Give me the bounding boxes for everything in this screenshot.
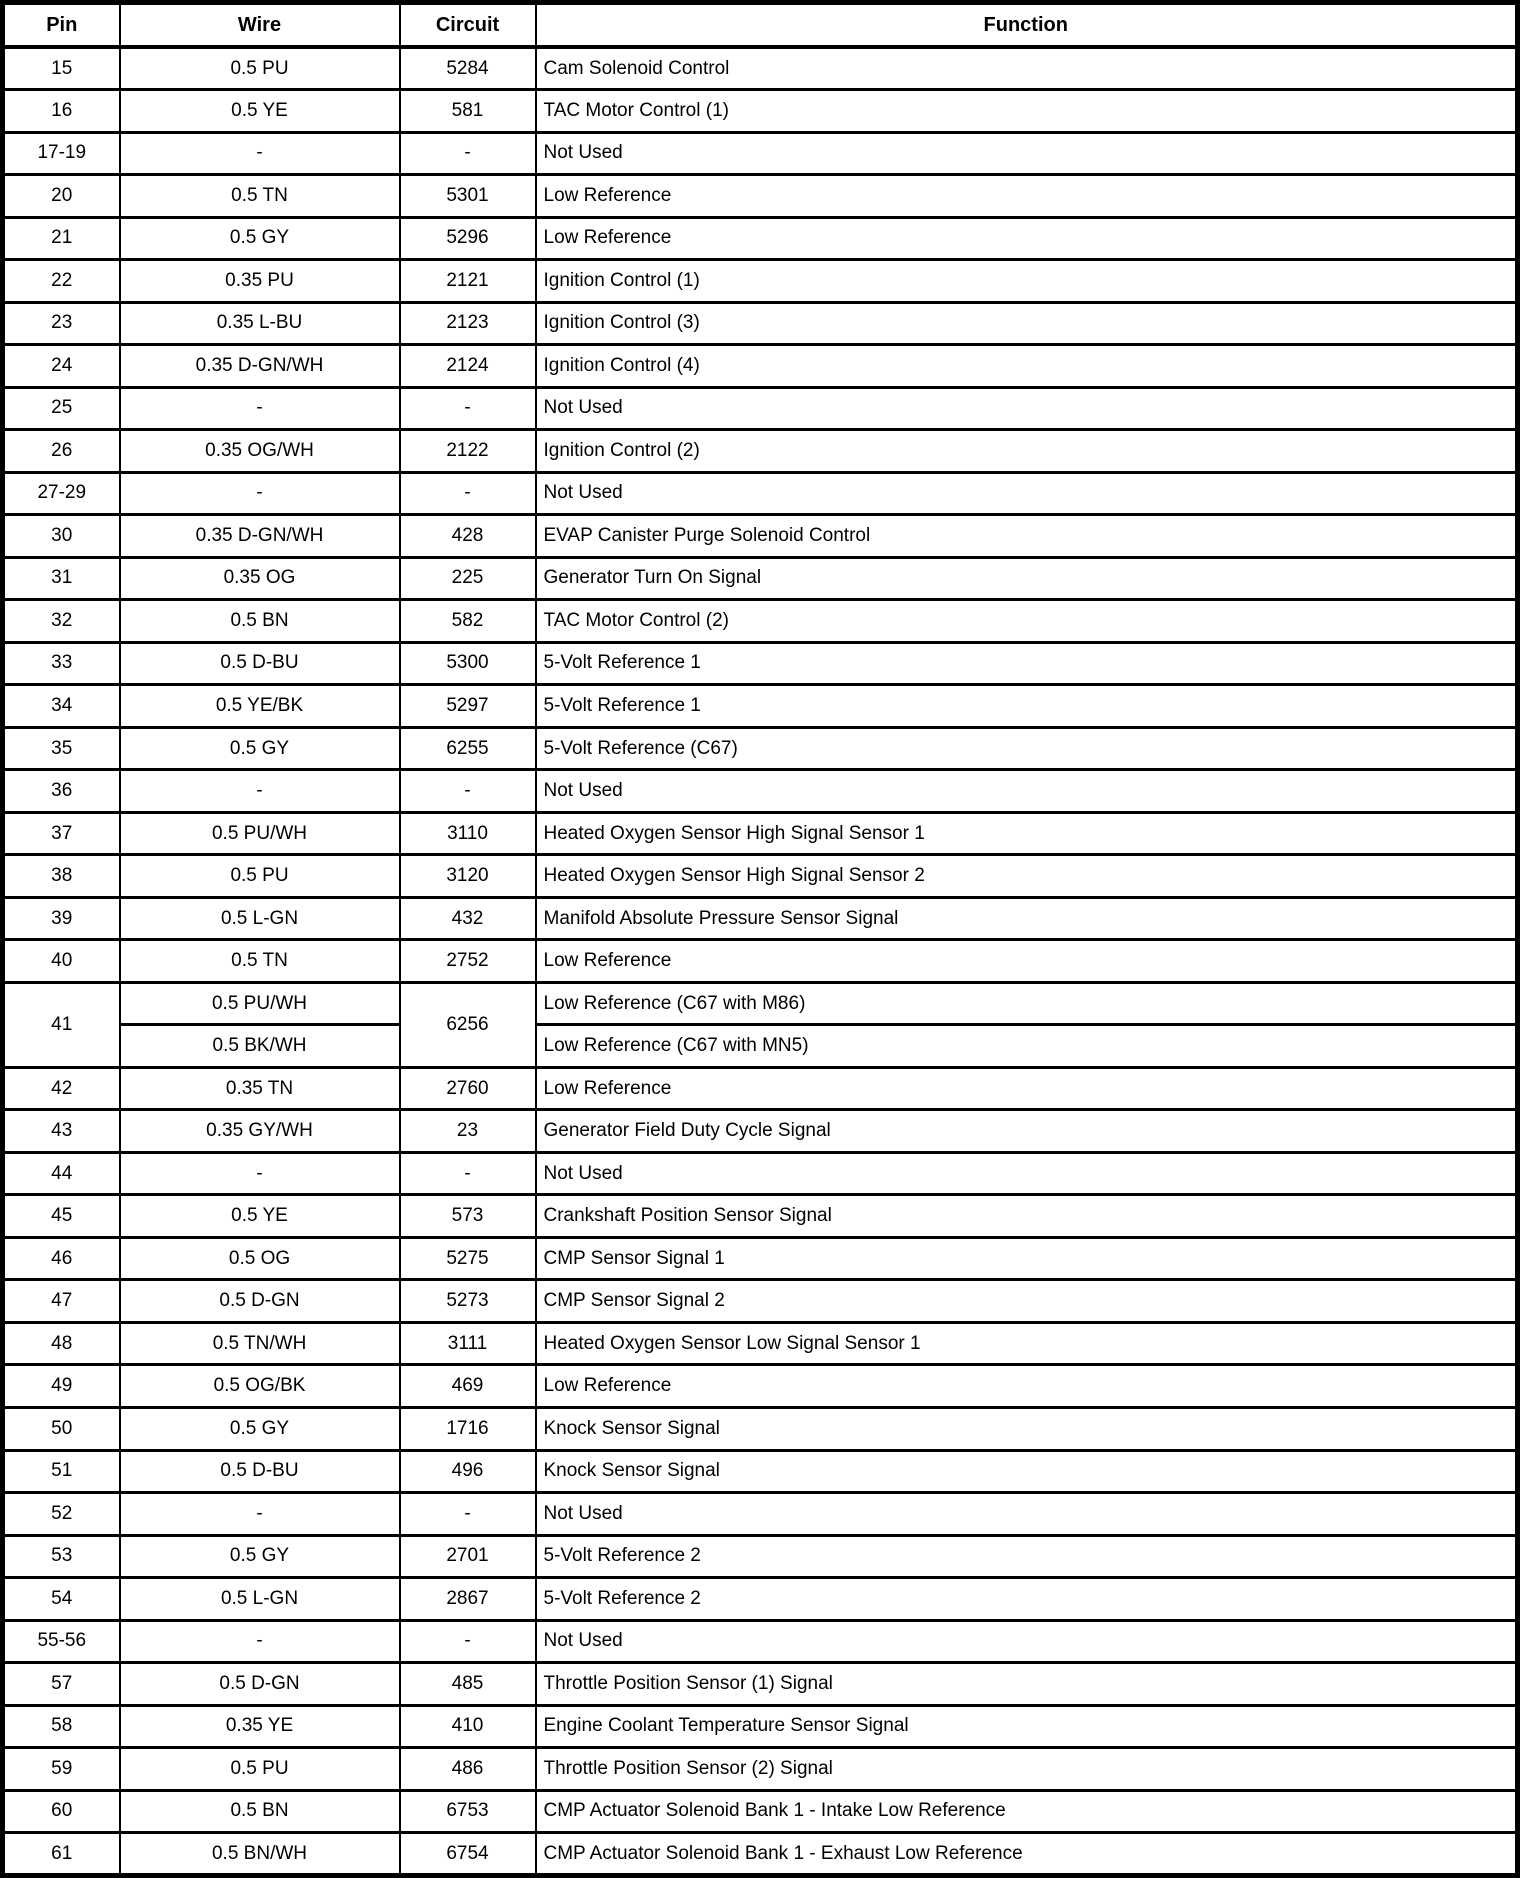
pin-cell: 51: [3, 1450, 120, 1493]
circuit-cell: 6754: [400, 1833, 536, 1876]
column-header-circuit: Circuit: [400, 3, 536, 48]
table-row: [3, 770, 1518, 813]
pin-cell: 23: [3, 302, 120, 345]
pin-cell: 46: [3, 1237, 120, 1280]
function-cell: 5-Volt Reference 2: [536, 1535, 1518, 1578]
pin-cell: 43: [3, 1110, 120, 1153]
wire-cell: 0.35 D-GN/WH: [120, 345, 400, 388]
pin-cell: 20: [3, 175, 120, 218]
circuit-cell: 2123: [400, 302, 536, 345]
table-row: [3, 1790, 1518, 1833]
circuit-cell: -: [400, 770, 536, 813]
circuit-cell: 2752: [400, 940, 536, 983]
function-cell: CMP Sensor Signal 2: [536, 1280, 1518, 1323]
wire-cell: 0.35 TN: [120, 1067, 400, 1110]
wire-cell: 0.35 OG/WH: [120, 430, 400, 473]
function-cell: Low Reference (C67 with MN5): [536, 1025, 1518, 1068]
function-cell: Not Used: [536, 472, 1518, 515]
circuit-cell: 1716: [400, 1408, 536, 1451]
function-cell: Crankshaft Position Sensor Signal: [536, 1195, 1518, 1238]
table-row: [3, 1748, 1518, 1791]
function-cell: TAC Motor Control (1): [536, 90, 1518, 133]
table-row-41b: [3, 1025, 1518, 1068]
function-cell: 5-Volt Reference 1: [536, 685, 1518, 728]
table-row: [3, 1535, 1518, 1578]
wire-cell: 0.5 GY: [120, 1535, 400, 1578]
pin-cell: 50: [3, 1408, 120, 1451]
function-cell: CMP Actuator Solenoid Bank 1 - Exhaust Low Reference: [536, 1833, 1518, 1876]
circuit-cell: 5297: [400, 685, 536, 728]
function-cell: Not Used: [536, 1493, 1518, 1536]
pin-cell: 32: [3, 600, 120, 643]
pin-cell: 38: [3, 855, 120, 898]
function-cell: Low Reference: [536, 175, 1518, 218]
circuit-cell: -: [400, 132, 536, 175]
circuit-cell: 2124: [400, 345, 536, 388]
pin-cell: 48: [3, 1322, 120, 1365]
pin-cell: 16: [3, 90, 120, 133]
wire-cell: 0.5 GY: [120, 217, 400, 260]
pin-cell: 27-29: [3, 472, 120, 515]
table-row: [3, 727, 1518, 770]
circuit-cell: 6753: [400, 1790, 536, 1833]
table-row: [3, 897, 1518, 940]
circuit-cell: 486: [400, 1748, 536, 1791]
circuit-cell: 2760: [400, 1067, 536, 1110]
wire-cell: -: [120, 1152, 400, 1195]
pin-cell: 49: [3, 1365, 120, 1408]
function-cell: Low Reference: [536, 1365, 1518, 1408]
table-row: [3, 1493, 1518, 1536]
wire-cell: 0.5 OG/BK: [120, 1365, 400, 1408]
circuit-cell: 6256: [400, 982, 536, 1067]
pin-cell: 52: [3, 1493, 120, 1536]
table-row: [3, 90, 1518, 133]
function-cell: Cam Solenoid Control: [536, 47, 1518, 90]
function-cell: CMP Sensor Signal 1: [536, 1237, 1518, 1280]
pin-cell: 31: [3, 557, 120, 600]
circuit-cell: 410: [400, 1705, 536, 1748]
table-row-41a: [3, 982, 1518, 1025]
circuit-cell: 573: [400, 1195, 536, 1238]
circuit-cell: 3110: [400, 812, 536, 855]
pin-cell: 42: [3, 1067, 120, 1110]
wire-cell: 0.5 L-GN: [120, 897, 400, 940]
circuit-cell: 581: [400, 90, 536, 133]
pin-cell: 61: [3, 1833, 120, 1876]
wire-cell: 0.5 YE: [120, 1195, 400, 1238]
function-cell: Generator Turn On Signal: [536, 557, 1518, 600]
table-row: [3, 1578, 1518, 1621]
pin-cell: 33: [3, 642, 120, 685]
function-cell: TAC Motor Control (2): [536, 600, 1518, 643]
function-cell: Throttle Position Sensor (2) Signal: [536, 1748, 1518, 1791]
circuit-cell: 2701: [400, 1535, 536, 1578]
table-row: [3, 1195, 1518, 1238]
column-header-function: Function: [536, 3, 1518, 48]
circuit-cell: -: [400, 387, 536, 430]
circuit-cell: 5296: [400, 217, 536, 260]
table-row: [3, 812, 1518, 855]
wire-cell: 0.5 YE/BK: [120, 685, 400, 728]
pin-cell: 30: [3, 515, 120, 558]
table-row: [3, 430, 1518, 473]
function-cell: Not Used: [536, 1152, 1518, 1195]
function-cell: CMP Actuator Solenoid Bank 1 - Intake Low Reference: [536, 1790, 1518, 1833]
circuit-cell: 469: [400, 1365, 536, 1408]
function-cell: Knock Sensor Signal: [536, 1408, 1518, 1451]
wire-cell: 0.35 OG: [120, 557, 400, 600]
table-row: [3, 1833, 1518, 1876]
circuit-cell: 485: [400, 1663, 536, 1706]
function-cell: EVAP Canister Purge Solenoid Control: [536, 515, 1518, 558]
table-row: [3, 47, 1518, 90]
pin-cell: 21: [3, 217, 120, 260]
table-row: [3, 1152, 1518, 1195]
table-row: [3, 217, 1518, 260]
circuit-cell: 6255: [400, 727, 536, 770]
function-cell: Not Used: [536, 770, 1518, 813]
function-cell: Heated Oxygen Sensor Low Signal Sensor 1: [536, 1322, 1518, 1365]
circuit-cell: 432: [400, 897, 536, 940]
pin-cell: 55-56: [3, 1620, 120, 1663]
table-row: [3, 685, 1518, 728]
table-row: [3, 940, 1518, 983]
pin-cell: 53: [3, 1535, 120, 1578]
wire-cell: 0.5 PU: [120, 1748, 400, 1791]
table-row: [3, 1110, 1518, 1153]
function-cell: Low Reference: [536, 217, 1518, 260]
function-cell: Ignition Control (3): [536, 302, 1518, 345]
wire-cell: 0.5 PU/WH: [120, 812, 400, 855]
wire-cell: 0.5 YE: [120, 90, 400, 133]
table-row: [3, 1450, 1518, 1493]
wire-cell: 0.35 GY/WH: [120, 1110, 400, 1153]
circuit-cell: 225: [400, 557, 536, 600]
wire-cell: 0.5 TN: [120, 940, 400, 983]
circuit-cell: 428: [400, 515, 536, 558]
function-cell: 5-Volt Reference 1: [536, 642, 1518, 685]
function-cell: 5-Volt Reference 2: [536, 1578, 1518, 1621]
table-row: [3, 1237, 1518, 1280]
function-cell: Knock Sensor Signal: [536, 1450, 1518, 1493]
pin-cell: 15: [3, 47, 120, 90]
wire-cell: 0.5 TN: [120, 175, 400, 218]
wire-cell: 0.35 L-BU: [120, 302, 400, 345]
column-header-pin: Pin: [3, 3, 120, 48]
function-cell: Heated Oxygen Sensor High Signal Sensor 2: [536, 855, 1518, 898]
wire-cell: -: [120, 1493, 400, 1536]
pin-cell: 26: [3, 430, 120, 473]
pin-cell: 17-19: [3, 132, 120, 175]
table-row: [3, 472, 1518, 515]
pin-cell: 47: [3, 1280, 120, 1323]
wire-cell: -: [120, 472, 400, 515]
table-row: [3, 1663, 1518, 1706]
table-row: [3, 175, 1518, 218]
pin-cell: 39: [3, 897, 120, 940]
table-row: [3, 1620, 1518, 1663]
circuit-cell: 582: [400, 600, 536, 643]
wire-cell: 0.5 BN: [120, 1790, 400, 1833]
function-cell: Low Reference: [536, 940, 1518, 983]
function-cell: Ignition Control (2): [536, 430, 1518, 473]
table-row: [3, 260, 1518, 303]
wire-cell: -: [120, 387, 400, 430]
table-row: [3, 1322, 1518, 1365]
wire-cell: 0.35 PU: [120, 260, 400, 303]
circuit-cell: 23: [400, 1110, 536, 1153]
wire-cell: 0.5 D-GN: [120, 1663, 400, 1706]
pin-cell: 44: [3, 1152, 120, 1195]
wire-cell: 0.5 OG: [120, 1237, 400, 1280]
table-row: [3, 515, 1518, 558]
wire-cell: 0.5 PU: [120, 47, 400, 90]
table-row: [3, 132, 1518, 175]
table-row: [3, 1280, 1518, 1323]
circuit-cell: 3120: [400, 855, 536, 898]
circuit-cell: 5273: [400, 1280, 536, 1323]
pin-cell: 25: [3, 387, 120, 430]
table-row: [3, 557, 1518, 600]
wire-cell: 0.5 BK/WH: [120, 1025, 400, 1068]
wire-cell: 0.5 GY: [120, 727, 400, 770]
circuit-cell: -: [400, 1493, 536, 1536]
function-cell: Low Reference (C67 with M86): [536, 982, 1518, 1025]
wire-cell: 0.5 BN/WH: [120, 1833, 400, 1876]
pin-cell: 54: [3, 1578, 120, 1621]
function-cell: Not Used: [536, 132, 1518, 175]
pin-cell: 58: [3, 1705, 120, 1748]
circuit-cell: -: [400, 1620, 536, 1663]
function-cell: Ignition Control (1): [536, 260, 1518, 303]
wire-cell: -: [120, 132, 400, 175]
table-row: [3, 1067, 1518, 1110]
pin-cell: 60: [3, 1790, 120, 1833]
function-cell: Low Reference: [536, 1067, 1518, 1110]
circuit-cell: 5284: [400, 47, 536, 90]
circuit-cell: -: [400, 1152, 536, 1195]
pin-cell: 41: [3, 982, 120, 1067]
function-cell: Heated Oxygen Sensor High Signal Sensor 1: [536, 812, 1518, 855]
pin-cell: 37: [3, 812, 120, 855]
table-row: [3, 387, 1518, 430]
function-cell: Manifold Absolute Pressure Sensor Signal: [536, 897, 1518, 940]
table-row: [3, 1705, 1518, 1748]
function-cell: 5-Volt Reference (C67): [536, 727, 1518, 770]
column-header-wire: Wire: [120, 3, 400, 48]
circuit-cell: 5275: [400, 1237, 536, 1280]
table-row: [3, 600, 1518, 643]
pin-cell: 35: [3, 727, 120, 770]
pin-cell: 59: [3, 1748, 120, 1791]
circuit-cell: 3111: [400, 1322, 536, 1365]
wire-cell: 0.5 PU: [120, 855, 400, 898]
table-row: [3, 1365, 1518, 1408]
circuit-cell: 2122: [400, 430, 536, 473]
pin-cell: 36: [3, 770, 120, 813]
table-row: [3, 345, 1518, 388]
circuit-cell: 496: [400, 1450, 536, 1493]
circuit-cell: 5300: [400, 642, 536, 685]
wire-cell: -: [120, 770, 400, 813]
function-cell: Not Used: [536, 387, 1518, 430]
table-row: [3, 855, 1518, 898]
wire-cell: 0.5 D-GN: [120, 1280, 400, 1323]
pin-cell: 40: [3, 940, 120, 983]
table-row: [3, 642, 1518, 685]
function-cell: Engine Coolant Temperature Sensor Signal: [536, 1705, 1518, 1748]
function-cell: Generator Field Duty Cycle Signal: [536, 1110, 1518, 1153]
circuit-cell: 5301: [400, 175, 536, 218]
wire-cell: -: [120, 1620, 400, 1663]
wire-cell: 0.5 D-BU: [120, 1450, 400, 1493]
pin-cell: 57: [3, 1663, 120, 1706]
pin-cell: 24: [3, 345, 120, 388]
wire-cell: 0.5 PU/WH: [120, 982, 400, 1025]
circuit-cell: 2121: [400, 260, 536, 303]
wire-cell: 0.35 D-GN/WH: [120, 515, 400, 558]
function-cell: Not Used: [536, 1620, 1518, 1663]
function-cell: Throttle Position Sensor (1) Signal: [536, 1663, 1518, 1706]
header-row: [3, 3, 1518, 48]
function-cell: Ignition Control (4): [536, 345, 1518, 388]
pin-cell: 45: [3, 1195, 120, 1238]
table-row: [3, 302, 1518, 345]
wire-cell: 0.5 GY: [120, 1408, 400, 1451]
wire-cell: 0.5 L-GN: [120, 1578, 400, 1621]
table-row: [3, 1408, 1518, 1451]
pin-cell: 22: [3, 260, 120, 303]
wire-cell: 0.5 TN/WH: [120, 1322, 400, 1365]
circuit-cell: -: [400, 472, 536, 515]
wire-cell: 0.35 YE: [120, 1705, 400, 1748]
wire-cell: 0.5 D-BU: [120, 642, 400, 685]
wire-cell: 0.5 BN: [120, 600, 400, 643]
pin-cell: 34: [3, 685, 120, 728]
circuit-cell: 2867: [400, 1578, 536, 1621]
